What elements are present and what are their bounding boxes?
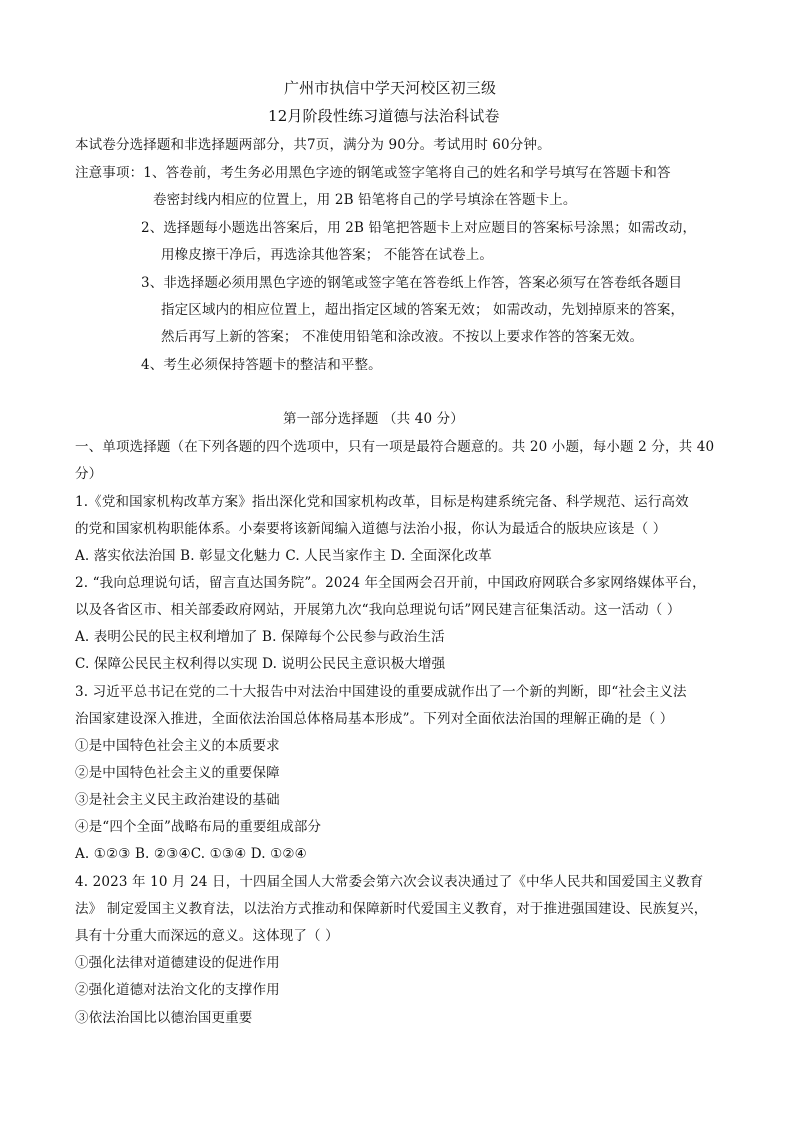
part1-instructions-line-2: 分） [75, 466, 103, 482]
note-3-line-3: 然后再写上新的答案； 不准使用铅笔和涂改液。不按以上要求作答的答案无效。 [161, 329, 644, 345]
question-3-line-2: 治国家建设深入推进，全面依法治国总体格局基本形成”。下列对全面依法治国的理解正确的是（ ） [75, 711, 674, 727]
question-4-statement-1: ①强化法律对道德建设的促进作用 [75, 955, 280, 971]
question-3-line-1: 3. 习近平总书记在党的二十大报告中对法治中国建设的重要成就作出了一个新的判断，即“社会主义法 [75, 684, 687, 700]
note-3-line-2: 指定区域内的相应位置上，超出指定区域的答案无效； 如需改动，先划掉原来的答案， [161, 302, 685, 318]
exam-intro: 本试卷分选择题和非选择题两部分，共7页，满分为 90分。考试用时 60分钟。 [75, 137, 551, 153]
question-4-statement-3: ③依法治国比以德治国更重要 [75, 1010, 253, 1026]
question-4-line-1: 4. 2023 年 10 月 24 日，十四届全国人大常委会第六次会议表决通过了《中华人民共和国爱国主义教育 [75, 874, 704, 890]
question-1-line-2: 的党和国家机构职能体系。小秦要将该新闻编入道德与法治小报，你认为最适合的版块应该是（ ） [75, 521, 667, 537]
note-2-line-2: 用橡皮擦干净后，再选涂其他答案； 不能答在试卷上。 [161, 247, 494, 263]
note-1-line-1: 注意事项：1、答卷前，考生务必用黑色字迹的钢笔或签字笔将自己的姓名和学号填写在答题卡和答 [75, 165, 671, 181]
note-1-line-2: 卷密封线内相应的位置上，用 2B 铅笔将自己的学号填涂在答题卡上。 [153, 192, 577, 208]
question-3-statement-2: ②是中国特色社会主义的重要保障 [75, 765, 280, 781]
question-3-options: A. ①②③ B. ②③④C. ①③④ D. ①②④ [75, 846, 307, 862]
question-1-line-1: 1.《党和国家机构改革方案》指出深化党和国家机构改革，目标是构建系统完备、科学规范、运行高效 [75, 494, 689, 510]
question-2-options-cd: C. 保障公民民主权利得以实现 D. 说明公民民主意识极大增强 [75, 656, 446, 672]
question-3-statement-4: ④是“四个全面”战略布局的重要组成部分 [75, 819, 322, 835]
question-1-options: A. 落实依法治国 B. 彰显文化魅力 C. 人民当家作主 D. 全面深化改革 [75, 548, 492, 564]
question-2-line-1: 2. “我向总理说句话，留言直达国务院”。2024 年全国两会召开前，中国政府网联合多家网络媒体平台， [75, 575, 706, 591]
question-4-line-2: 法》 制定爱国主义教育法，以法治方式推动和保障新时代爱国主义教育，对于推进强国建设、民族复兴， [75, 901, 708, 917]
note-2-line-1: 2、选择题每小题选出答案后，用 2B 铅笔把答题卡上对应题目的答案标号涂黑；如需改动， [141, 220, 697, 236]
question-3-statement-3: ③是社会主义民主政治建设的基础 [75, 792, 280, 808]
question-2-line-2: 以及各省区市、相关部委政府网站，开展第九次“我向总理说句话”网民建言征集活动。这一活动（ ） [75, 602, 681, 618]
note-3-line-1: 3、非选择题必须用黑色字迹的钢笔或签字笔在答卷纸上作答，答案必须写在答卷纸各题目 [141, 275, 683, 291]
exam-title-school: 广州市执信中学天河校区初三级 [284, 79, 497, 97]
exam-title-subject: 12月阶段性练习道德与法治科试卷 [268, 107, 500, 125]
part1-instructions-line-1: 一、单项选择题（在下列各题的四个选项中，只有一项是最符合题意的。共 20 小题，每小题 2 分，共 40 [75, 439, 715, 455]
question-4-line-3: 具有十分重大而深远的意义。这体现了（ ） [75, 928, 339, 944]
question-2-options-ab: A. 表明公民的民主权利增加了 B. 保障每个公民参与政治生活 [75, 629, 445, 645]
question-3-statement-1: ①是中国特色社会主义的本质要求 [75, 738, 280, 754]
part1-heading: 第一部分选择题 （共 40 分） [283, 411, 464, 427]
question-4-statement-2: ②强化道德对法治文化的支撑作用 [75, 982, 280, 998]
note-4: 4、考生必须保持答题卡的整洁和平整。 [141, 357, 382, 373]
